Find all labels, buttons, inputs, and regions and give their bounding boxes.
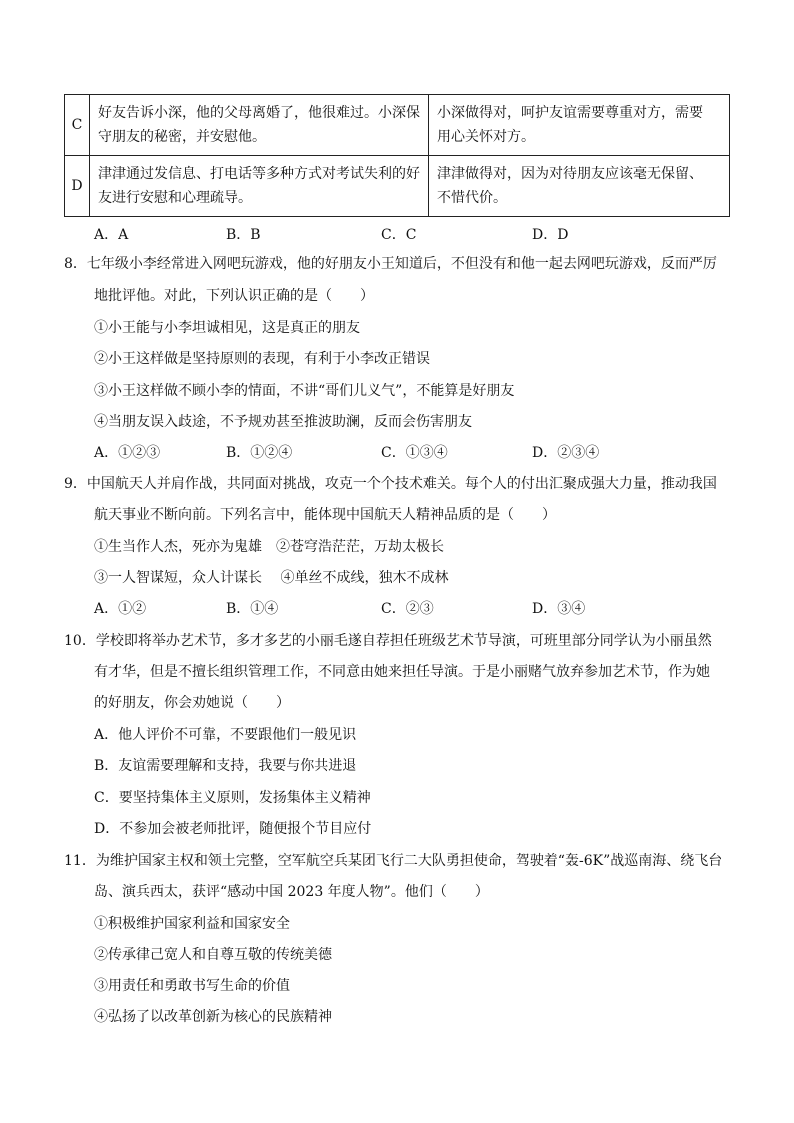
- q11-statement: ④弘扬了以改革创新为核心的民族精神: [94, 1009, 332, 1025]
- q11-stem-line: 岛、演兵西太，获评“感动中国 2023 年度人物”。他们（ ）: [94, 884, 489, 900]
- option-d[interactable]: D．②③④: [532, 445, 600, 461]
- q10-choice-d[interactable]: D．不参加会被老师批评，随便报个节目应付: [94, 821, 372, 837]
- case-text-line: 友进行安慰和心理疏导。: [98, 190, 252, 206]
- q10-choice-a[interactable]: A．他人评价不可靠，不要跟他们一般见识: [94, 727, 357, 743]
- q11-statement: ③用责任和勇敢书写生命的价值: [94, 978, 290, 994]
- case-text-line: 守朋友的秘密，并安慰他。: [98, 129, 266, 145]
- case-text-line: 好友告诉小深，他的父母离婚了，他很难过。小深保: [98, 105, 420, 121]
- q11-statement: ①积极维护国家利益和国家安全: [94, 916, 290, 932]
- option-c[interactable]: C．②③: [381, 601, 434, 617]
- q9-stem-line: 9．中国航天人并肩作战，共同面对挑战，攻克一个个技术难关。每个人的付出汇聚成强大力量，推动我国: [64, 476, 717, 492]
- comment-text-line: 津津做得对，因为对待朋友应该毫无保留、: [437, 166, 703, 182]
- option-a[interactable]: A．①②③: [94, 445, 161, 461]
- q8-stem-line: 8．七年级小李经常进入网吧玩游戏，他的好朋友小王知道后，不但没有和他一起去网吧玩游戏，反而严厉: [64, 256, 717, 272]
- row-label: C: [65, 95, 90, 156]
- option-d[interactable]: D．③④: [532, 601, 586, 617]
- option-b[interactable]: B．①②④: [226, 445, 293, 461]
- q8-statement: ④当朋友误入歧途，不予规劝甚至推波助澜，反而会伤害朋友: [94, 414, 472, 430]
- q11-statement: ②传承律己宽人和自尊互敬的传统美德: [94, 947, 332, 963]
- option-d[interactable]: D．D: [532, 227, 569, 243]
- option-c[interactable]: C．①③④: [381, 445, 448, 461]
- q9-options: [94, 598, 654, 618]
- comment-text-line: 小深做得对，呵护友谊需要尊重对方，需要: [437, 105, 703, 121]
- case-text-line: 津津通过发信息、打电话等多种方式对考试失利的好: [98, 166, 420, 182]
- q10-choice-b[interactable]: B．友谊需要理解和支持，我要与你共进退: [94, 758, 357, 774]
- comment-text-line: 用心关怀对方。: [437, 129, 535, 145]
- q10-stem-line: 的好朋友，你会劝她说（ ）: [94, 695, 290, 711]
- option-c[interactable]: C．C: [381, 227, 417, 243]
- comment-text-line: 不惜代价。: [437, 190, 507, 206]
- case-cell: [90, 95, 429, 156]
- q8-statement: ③小王这样做不顾小李的情面，不讲“哥们儿义气”，不能算是好朋友: [94, 383, 515, 399]
- q11-stem-line: 11．为维护国家主权和领土完整，空军航空兵某团飞行二大队勇担使命，驾驶着“轰-6K”战巡南海、绕飞台: [64, 853, 723, 869]
- q10-stem-line: 10．学校即将举办艺术节，多才多艺的小丽毛遂自荐担任班级艺术节导演，可班里部分同学认为小丽虽然: [64, 633, 712, 649]
- row-label: D: [65, 156, 90, 217]
- options-table: [64, 94, 730, 217]
- q8-statement: ②小王这样做是坚持原则的表现，有利于小李改正错误: [94, 351, 430, 367]
- q9-stem-line: 航天事业不断向前。下列名言中，能体现中国航天人精神品质的是（ ）: [94, 507, 556, 523]
- q8-stem-line: 地批评他。对此，下列认识正确的是（ ）: [94, 288, 374, 304]
- option-b[interactable]: B．B: [226, 227, 261, 243]
- comment-cell: [429, 95, 730, 156]
- case-cell: [90, 156, 429, 217]
- q9-statement: ③一人智谋短，众人计谋长 ④单丝不成线，独木不成林: [94, 570, 449, 586]
- table-row: [65, 95, 730, 156]
- q9-statement: ①生当作人杰，死亦为鬼雄 ②苍穹浩茫茫，万劫太极长: [94, 539, 444, 555]
- option-b[interactable]: B．①④: [226, 601, 279, 617]
- q10-stem-line: 有才华，但是不擅长组织管理工作，不同意由她来担任导演。于是小丽赌气放弃参加艺术节，作为她: [94, 664, 710, 680]
- q7-options: [94, 224, 654, 244]
- q10-choice-c[interactable]: C．要坚持集体主义原则，发扬集体主义精神: [94, 790, 371, 806]
- table-row: [65, 156, 730, 217]
- comment-cell: [429, 156, 730, 217]
- option-a[interactable]: A．①②: [94, 601, 147, 617]
- q8-statement: ①小王能与小李坦诚相见，这是真正的朋友: [94, 320, 360, 336]
- option-a[interactable]: A．A: [94, 227, 129, 243]
- q8-options: [94, 442, 654, 462]
